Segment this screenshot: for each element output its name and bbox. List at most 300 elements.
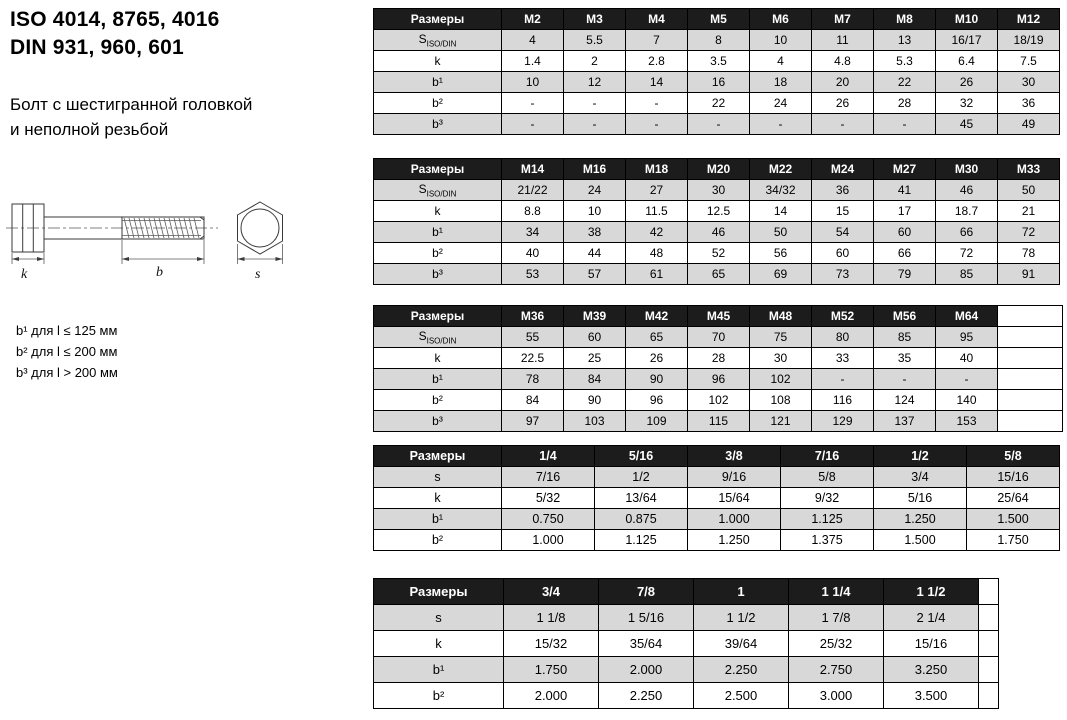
arrowhead: [276, 257, 283, 261]
value-cell: 8.8: [502, 201, 564, 222]
value-cell: 53: [502, 264, 564, 285]
value-cell: 41: [874, 180, 936, 201]
value-cell: 3.250: [884, 657, 979, 683]
row-label: [374, 411, 502, 432]
value-cell: 140: [936, 390, 998, 411]
value-cell: 22.5: [502, 348, 564, 369]
row-label: [374, 631, 504, 657]
column-header: M39: [564, 306, 626, 327]
value-cell: 15/16: [884, 631, 979, 657]
value-cell: 2.500: [694, 683, 789, 709]
title-din: DIN 931, 960, 601: [10, 36, 184, 59]
column-header: M36: [502, 306, 564, 327]
value-cell: 14: [750, 201, 812, 222]
arrowhead: [122, 257, 129, 261]
column-header: M12: [998, 9, 1060, 30]
column-header: M2: [502, 9, 564, 30]
value-cell: 5/8: [781, 467, 874, 488]
table-row: [374, 264, 1060, 285]
value-cell: 1.750: [967, 530, 1060, 551]
value-cell: 48: [626, 243, 688, 264]
row-label-text: s: [434, 470, 441, 484]
column-header: M33: [998, 159, 1060, 180]
value-cell: 35: [874, 348, 936, 369]
value-cell: 3.500: [884, 683, 979, 709]
value-cell: 85: [936, 264, 998, 285]
row-label: [374, 488, 502, 509]
value-cell: 21/22: [502, 180, 564, 201]
column-header: M45: [688, 306, 750, 327]
value-cell: 80: [812, 327, 874, 348]
column-header: M18: [626, 159, 688, 180]
value-cell: 1.125: [595, 530, 688, 551]
dim-label-k: k: [21, 267, 28, 282]
column-header: M14: [502, 159, 564, 180]
value-cell: 24: [750, 93, 812, 114]
value-cell: -: [626, 114, 688, 135]
row-label-text: S: [418, 181, 427, 196]
column-header: M42: [626, 306, 688, 327]
value-cell: 2: [564, 51, 626, 72]
value-cell: 129: [812, 411, 874, 432]
value-cell: 78: [998, 243, 1060, 264]
value-cell: 0.750: [502, 509, 595, 530]
value-cell: 1.500: [874, 530, 967, 551]
value-cell: -: [688, 114, 750, 135]
value-cell: -: [502, 93, 564, 114]
row-label-subscript: ISO/DIN: [426, 189, 457, 199]
value-cell: 21: [998, 201, 1060, 222]
row-label: [374, 51, 502, 72]
column-header: 1/4: [502, 446, 595, 467]
value-cell: 75: [750, 327, 812, 348]
column-header: M30: [936, 159, 998, 180]
row-label-text: b²: [432, 688, 445, 703]
dimensions-table-5: [373, 578, 999, 709]
value-cell: 44: [564, 243, 626, 264]
value-cell: 61: [626, 264, 688, 285]
row-label: [374, 93, 502, 114]
note-b2: b² для l ≤ 200 мм: [16, 344, 118, 359]
arrowhead: [12, 257, 19, 261]
column-header: M48: [750, 306, 812, 327]
row-label-text: k: [435, 636, 442, 651]
table-row: [374, 390, 1063, 411]
table-row: [374, 348, 1063, 369]
value-cell: 103: [564, 411, 626, 432]
table-row: [374, 180, 1060, 201]
value-cell: 15/64: [688, 488, 781, 509]
column-header: M8: [874, 9, 936, 30]
table-row: [374, 509, 1060, 530]
value-cell: 7/16: [502, 467, 595, 488]
value-cell: 90: [564, 390, 626, 411]
blank-cell: [998, 327, 1063, 348]
value-cell: 5.3: [874, 51, 936, 72]
column-header: 1/2: [874, 446, 967, 467]
bolt-end-view: [238, 202, 283, 254]
value-cell: 10: [750, 30, 812, 51]
value-cell: -: [564, 93, 626, 114]
value-cell: -: [502, 114, 564, 135]
row-label-text: S: [418, 31, 427, 46]
blank-cell: [979, 605, 999, 631]
value-cell: 32: [936, 93, 998, 114]
tables-area: [373, 0, 1067, 720]
table-row: [374, 411, 1063, 432]
value-cell: 69: [750, 264, 812, 285]
value-cell: 24: [564, 180, 626, 201]
table-row: [374, 243, 1060, 264]
arrowhead: [37, 257, 44, 261]
row-label: [374, 201, 502, 222]
column-header: M7: [812, 9, 874, 30]
value-cell: 1.000: [502, 530, 595, 551]
row-label-text: k: [434, 54, 441, 68]
column-header: M22: [750, 159, 812, 180]
value-cell: 96: [688, 369, 750, 390]
value-cell: -: [812, 369, 874, 390]
value-cell: 25/64: [967, 488, 1060, 509]
row-label: [374, 264, 502, 285]
note-b3: b³ для l > 200 мм: [16, 365, 118, 380]
value-cell: 5/32: [502, 488, 595, 509]
value-cell: -: [874, 114, 936, 135]
value-cell: 4.8: [812, 51, 874, 72]
bolt-side-view: [6, 204, 218, 252]
row-label-text: b³: [432, 414, 443, 428]
value-cell: 1.250: [874, 509, 967, 530]
row-label: [374, 243, 502, 264]
value-cell: 73: [812, 264, 874, 285]
head-circle: [241, 209, 279, 247]
value-cell: 45: [936, 114, 998, 135]
table-corner-label: Размеры: [374, 579, 504, 605]
value-cell: 15/32: [504, 631, 599, 657]
value-cell: 70: [688, 327, 750, 348]
row-label: [374, 348, 502, 369]
value-cell: 56: [750, 243, 812, 264]
value-cell: 40: [502, 243, 564, 264]
hexagon: [238, 202, 283, 254]
blank-cell: [998, 411, 1063, 432]
table-row: [374, 467, 1060, 488]
row-label-text: b¹: [432, 372, 443, 386]
table-row: [374, 51, 1060, 72]
value-cell: 15/16: [967, 467, 1060, 488]
value-cell: 60: [874, 222, 936, 243]
value-cell: 30: [750, 348, 812, 369]
column-header: M3: [564, 9, 626, 30]
value-cell: 115: [688, 411, 750, 432]
value-cell: 1.4: [502, 51, 564, 72]
row-label-text: b²: [432, 246, 443, 260]
value-cell: -: [626, 93, 688, 114]
table-row: [374, 72, 1060, 93]
row-label-subscript: ISO/DIN: [426, 39, 457, 49]
value-cell: 38: [564, 222, 626, 243]
table-corner-label: Размеры: [374, 306, 502, 327]
value-cell: 2.250: [599, 683, 694, 709]
value-cell: 65: [688, 264, 750, 285]
value-cell: -: [936, 369, 998, 390]
column-header: 7/8: [599, 579, 694, 605]
row-label: [374, 222, 502, 243]
blank-cell: [998, 390, 1063, 411]
value-cell: 17: [874, 201, 936, 222]
value-cell: 137: [874, 411, 936, 432]
value-cell: 26: [936, 72, 998, 93]
row-label-subscript: ISO/DIN: [426, 336, 457, 346]
row-label-text: b¹: [432, 75, 443, 89]
column-header: M5: [688, 9, 750, 30]
column-header: 3/4: [504, 579, 599, 605]
row-label-text: b³: [432, 267, 443, 281]
table-row: [374, 488, 1060, 509]
column-header: M64: [936, 306, 998, 327]
value-cell: 14: [626, 72, 688, 93]
value-cell: 91: [998, 264, 1060, 285]
value-cell: 79: [874, 264, 936, 285]
subtitle-line-1: Болт с шестигранной головкой: [10, 95, 253, 114]
value-cell: 20: [812, 72, 874, 93]
dimensions-table-1: [373, 8, 1060, 135]
column-header: M20: [688, 159, 750, 180]
value-cell: 2.000: [504, 683, 599, 709]
value-cell: 46: [688, 222, 750, 243]
row-label-text: k: [434, 204, 441, 218]
value-cell: 153: [936, 411, 998, 432]
value-cell: 50: [750, 222, 812, 243]
value-cell: 66: [874, 243, 936, 264]
value-cell: 49: [998, 114, 1060, 135]
value-cell: 12: [564, 72, 626, 93]
blank-cell: [979, 631, 999, 657]
blank-header: [979, 579, 999, 605]
column-header: M6: [750, 9, 812, 30]
value-cell: 16: [688, 72, 750, 93]
value-cell: 27: [626, 180, 688, 201]
value-cell: 2.8: [626, 51, 688, 72]
value-cell: -: [750, 114, 812, 135]
dimensions-table-4: [373, 445, 1060, 551]
value-cell: 1.000: [688, 509, 781, 530]
value-cell: 18/19: [998, 30, 1060, 51]
row-label: [374, 327, 502, 348]
column-header: 1: [694, 579, 789, 605]
value-cell: 7: [626, 30, 688, 51]
value-cell: 26: [812, 93, 874, 114]
value-cell: 16/17: [936, 30, 998, 51]
value-cell: 65: [626, 327, 688, 348]
dim-label-s: s: [255, 267, 261, 282]
bolt-drawing: [4, 192, 306, 293]
value-cell: 1.375: [781, 530, 874, 551]
value-cell: 2.750: [789, 657, 884, 683]
table-row: [374, 657, 999, 683]
value-cell: 57: [564, 264, 626, 285]
left-panel: [0, 0, 370, 720]
value-cell: 11.5: [626, 201, 688, 222]
column-header: 3/8: [688, 446, 781, 467]
table-row: [374, 93, 1060, 114]
value-cell: 121: [750, 411, 812, 432]
value-cell: 10: [502, 72, 564, 93]
dimension-b: [122, 240, 204, 280]
blank-cell: [979, 683, 999, 709]
value-cell: 1.125: [781, 509, 874, 530]
value-cell: 4: [502, 30, 564, 51]
column-header: M4: [626, 9, 688, 30]
value-cell: 11: [812, 30, 874, 51]
value-cell: 2.250: [694, 657, 789, 683]
value-cell: 7.5: [998, 51, 1060, 72]
value-cell: 95: [936, 327, 998, 348]
table-row: [374, 605, 999, 631]
row-label: [374, 72, 502, 93]
table-row: [374, 201, 1060, 222]
column-header: 7/16: [781, 446, 874, 467]
value-cell: 10: [564, 201, 626, 222]
title-iso: ISO 4014, 8765, 4016: [10, 8, 220, 31]
value-cell: 25/32: [789, 631, 884, 657]
column-header: 1 1/2: [884, 579, 979, 605]
table-row: [374, 114, 1060, 135]
value-cell: 8: [688, 30, 750, 51]
value-cell: 28: [874, 93, 936, 114]
dimensions-table-2: [373, 158, 1060, 285]
value-cell: 22: [874, 72, 936, 93]
row-label: [374, 657, 504, 683]
value-cell: 22: [688, 93, 750, 114]
column-header: M27: [874, 159, 936, 180]
value-cell: 15: [812, 201, 874, 222]
value-cell: 28: [688, 348, 750, 369]
dim-label-b: b: [156, 265, 163, 280]
column-header: M24: [812, 159, 874, 180]
value-cell: 46: [936, 180, 998, 201]
column-header: M16: [564, 159, 626, 180]
value-cell: 13/64: [595, 488, 688, 509]
table-row: [374, 30, 1060, 51]
value-cell: 6.4: [936, 51, 998, 72]
value-cell: 96: [626, 390, 688, 411]
value-cell: 66: [936, 222, 998, 243]
value-cell: 2.000: [599, 657, 694, 683]
row-label-text: b³: [432, 117, 443, 131]
value-cell: 40: [936, 348, 998, 369]
value-cell: 1 5/16: [599, 605, 694, 631]
value-cell: 97: [502, 411, 564, 432]
value-cell: 52: [688, 243, 750, 264]
value-cell: 72: [998, 222, 1060, 243]
value-cell: 5.5: [564, 30, 626, 51]
table-row: [374, 631, 999, 657]
column-header: M52: [812, 306, 874, 327]
standards-title: [10, 6, 220, 62]
value-cell: 1.500: [967, 509, 1060, 530]
column-header: M10: [936, 9, 998, 30]
value-cell: 9/16: [688, 467, 781, 488]
row-label: [374, 369, 502, 390]
column-header: 1 1/4: [789, 579, 884, 605]
row-label-text: b¹: [432, 225, 443, 239]
blank-cell: [979, 657, 999, 683]
column-header: 5/16: [595, 446, 688, 467]
value-cell: 3.000: [789, 683, 884, 709]
value-cell: 60: [564, 327, 626, 348]
value-cell: 42: [626, 222, 688, 243]
value-cell: 0.875: [595, 509, 688, 530]
value-cell: -: [812, 114, 874, 135]
value-cell: 33: [812, 348, 874, 369]
row-label-text: s: [435, 610, 442, 625]
value-cell: 1.250: [688, 530, 781, 551]
value-cell: 1 1/8: [504, 605, 599, 631]
value-cell: 72: [936, 243, 998, 264]
value-cell: 4: [750, 51, 812, 72]
column-header: M56: [874, 306, 936, 327]
row-label-text: b¹: [431, 512, 444, 526]
row-label-text: k: [434, 491, 441, 505]
value-cell: 116: [812, 390, 874, 411]
arrowhead: [238, 257, 245, 261]
value-cell: 84: [564, 369, 626, 390]
bolt-drawing-svg: [4, 192, 306, 288]
dimension-k: [12, 253, 44, 282]
value-cell: 108: [750, 390, 812, 411]
value-cell: 35/64: [599, 631, 694, 657]
table-corner-label: Размеры: [374, 446, 502, 467]
value-cell: 1 7/8: [789, 605, 884, 631]
table-row: [374, 327, 1063, 348]
value-cell: 60: [812, 243, 874, 264]
dimension-s: [238, 244, 283, 282]
value-cell: 54: [812, 222, 874, 243]
dimensions-table-3: [373, 305, 1063, 432]
value-cell: 50: [998, 180, 1060, 201]
row-label: [374, 509, 502, 530]
value-cell: 13: [874, 30, 936, 51]
notes: [16, 320, 118, 383]
value-cell: 1/2: [595, 467, 688, 488]
table-row: [374, 530, 1060, 551]
value-cell: 12.5: [688, 201, 750, 222]
row-label-text: b²: [432, 96, 443, 110]
value-cell: 84: [502, 390, 564, 411]
value-cell: 85: [874, 327, 936, 348]
value-cell: -: [564, 114, 626, 135]
value-cell: 18: [750, 72, 812, 93]
value-cell: 1.750: [504, 657, 599, 683]
table-corner-label: Размеры: [374, 159, 502, 180]
value-cell: 26: [626, 348, 688, 369]
value-cell: 102: [688, 390, 750, 411]
value-cell: 34: [502, 222, 564, 243]
value-cell: 90: [626, 369, 688, 390]
value-cell: 109: [626, 411, 688, 432]
note-b1: b¹ для l ≤ 125 мм: [16, 323, 118, 338]
value-cell: 9/32: [781, 488, 874, 509]
value-cell: 25: [564, 348, 626, 369]
value-cell: 78: [502, 369, 564, 390]
subtitle: [10, 92, 252, 142]
value-cell: 30: [998, 72, 1060, 93]
value-cell: 36: [812, 180, 874, 201]
row-label: [374, 467, 502, 488]
row-label: [374, 180, 502, 201]
value-cell: 2 1/4: [884, 605, 979, 631]
